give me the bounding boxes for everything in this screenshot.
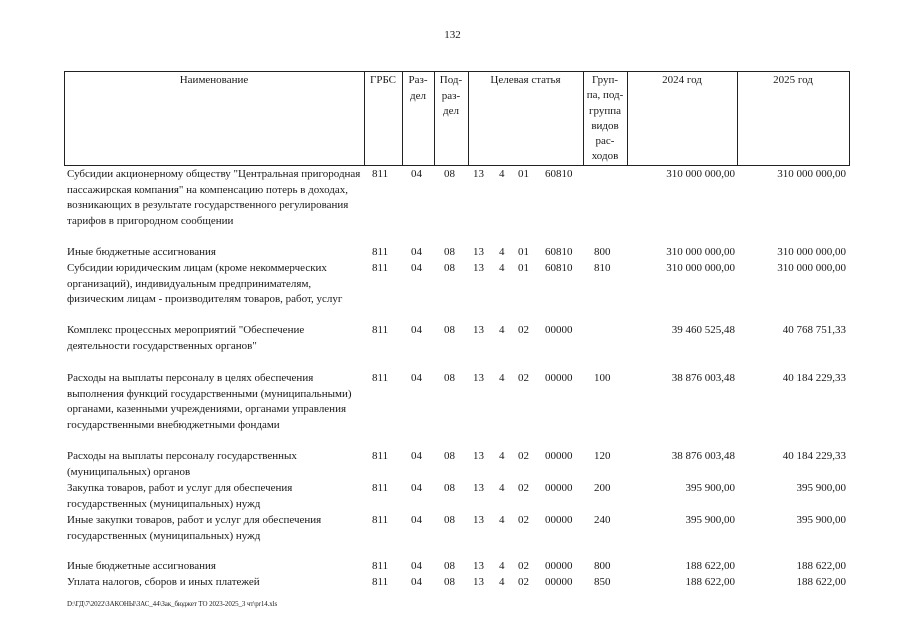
page-number: 132: [444, 29, 461, 41]
row-name: Субсидии юридическим лицам (кроме некоммерческих организаций), индивидуальным предпринимателям, физическим лицам - производителям товаров, работ, услуг: [67, 262, 343, 306]
row-target-1: 13: [473, 514, 484, 526]
row-2025: 40 184 229,33: [782, 450, 846, 462]
row-grbs: 811: [372, 372, 389, 384]
header-group: Груп- па, под- группа видов рас- ходов: [586, 74, 624, 163]
row-razdel: 04: [411, 372, 422, 384]
row-group: 100: [594, 372, 611, 384]
row-target-2: 4: [499, 262, 505, 274]
row-group: 240: [594, 514, 611, 526]
row-2024: 188 622,00: [685, 576, 735, 588]
header-name: Наименование: [179, 74, 249, 86]
row-target-1: 13: [473, 168, 484, 180]
row-podrazdel: 08: [444, 262, 455, 274]
row-target-3: 02: [518, 372, 529, 384]
row-2025: 40 184 229,33: [782, 372, 846, 384]
header-2025: 2025 год: [773, 74, 813, 86]
row-name: Расходы на выплаты персоналу государственных (муниципальных) органов: [67, 450, 297, 478]
row-target-4: 60810: [545, 262, 573, 274]
row-target-3: 02: [518, 514, 529, 526]
row-grbs: 811: [372, 514, 389, 526]
row-target-1: 13: [473, 576, 484, 588]
row-target-4: 00000: [545, 576, 573, 588]
row-grbs: 811: [372, 168, 389, 180]
file-path-footer: D:\ГД\7\2022\ЗАКОНЫ\ЗАС_44\Зак_бюджет ТО 2023-2025_3 чт\pr14.xls: [67, 600, 278, 608]
row-2024: 310 000 000,00: [666, 262, 735, 274]
row-razdel: 04: [411, 482, 422, 494]
row-podrazdel: 08: [444, 514, 455, 526]
header-target: Целевая статья: [490, 74, 561, 86]
row-2025: 310 000 000,00: [777, 246, 846, 258]
row-grbs: 811: [372, 482, 389, 494]
row-target-3: 02: [518, 482, 529, 494]
row-target-3: 01: [518, 246, 529, 258]
row-2025: 188 622,00: [796, 560, 846, 572]
row-grbs: 811: [372, 246, 389, 258]
row-razdel: 04: [411, 576, 422, 588]
row-target-2: 4: [499, 514, 505, 526]
row-target-2: 4: [499, 560, 505, 572]
row-target-4: 00000: [545, 560, 573, 572]
header-podrazdel: Под- раз- дел: [439, 74, 463, 117]
row-target-4: 00000: [545, 324, 573, 336]
row-razdel: 04: [411, 324, 422, 336]
row-podrazdel: 08: [444, 168, 455, 180]
row-target-3: 01: [518, 262, 529, 274]
row-podrazdel: 08: [444, 246, 455, 258]
row-razdel: 04: [411, 560, 422, 572]
row-group: 850: [594, 576, 611, 588]
row-group: 800: [594, 560, 611, 572]
row-razdel: 04: [411, 514, 422, 526]
row-razdel: 04: [411, 246, 422, 258]
row-name: Комплекс процессных мероприятий "Обеспечение деятельности государственных органов": [67, 324, 305, 352]
row-2024: 395 900,00: [685, 514, 735, 526]
row-target-2: 4: [499, 482, 505, 494]
row-group: 200: [594, 482, 611, 494]
row-group: 800: [594, 246, 611, 258]
row-name: Иные закупки товаров, работ и услуг для обеспечения государственных (муниципальных) нужд: [67, 514, 322, 542]
header-2024: 2024 год: [662, 74, 702, 86]
row-target-4: 00000: [545, 514, 573, 526]
row-2025: 395 900,00: [796, 514, 846, 526]
row-name: Иные бюджетные ассигнования: [67, 560, 216, 572]
row-podrazdel: 08: [444, 324, 455, 336]
row-2024: 38 876 003,48: [671, 372, 735, 384]
row-2024: 310 000 000,00: [666, 168, 735, 180]
row-grbs: 811: [372, 262, 389, 274]
row-razdel: 04: [411, 168, 422, 180]
row-target-1: 13: [473, 450, 484, 462]
row-2025: 310 000 000,00: [777, 262, 846, 274]
row-name: Уплата налогов, сборов и иных платежей: [67, 576, 260, 588]
row-target-4: 60810: [545, 246, 573, 258]
row-target-1: 13: [473, 560, 484, 572]
row-target-1: 13: [473, 324, 484, 336]
row-target-2: 4: [499, 372, 505, 384]
row-target-3: 02: [518, 450, 529, 462]
row-target-2: 4: [499, 246, 505, 258]
row-name: Закупка товаров, работ и услуг для обеспечения государственных (муниципальных) нужд: [67, 482, 293, 510]
row-target-4: 60810: [545, 168, 573, 180]
row-podrazdel: 08: [444, 560, 455, 572]
row-target-1: 13: [473, 262, 484, 274]
row-grbs: 811: [372, 450, 389, 462]
row-2025: 395 900,00: [796, 482, 846, 494]
row-2024: 38 876 003,48: [671, 450, 735, 462]
row-razdel: 04: [411, 450, 422, 462]
row-target-4: 00000: [545, 372, 573, 384]
row-grbs: 811: [372, 576, 389, 588]
row-podrazdel: 08: [444, 372, 455, 384]
row-name: Расходы на выплаты персоналу в целях обеспечения выполнения функций государственными (муниципальными) органами, казенными учреждениями, органами управления государственными внебюджетными фондами: [67, 372, 352, 431]
row-group: 120: [594, 450, 611, 462]
row-target-2: 4: [499, 168, 505, 180]
row-target-1: 13: [473, 482, 484, 494]
row-2024: 188 622,00: [685, 560, 735, 572]
row-podrazdel: 08: [444, 482, 455, 494]
row-2025: 40 768 751,33: [782, 324, 846, 336]
header-grbs: ГРБС: [369, 74, 397, 86]
row-grbs: 811: [372, 324, 389, 336]
header-razdel: Раз- дел: [408, 74, 428, 102]
row-podrazdel: 08: [444, 450, 455, 462]
row-target-3: 02: [518, 576, 529, 588]
row-grbs: 811: [372, 560, 389, 572]
row-target-2: 4: [499, 324, 505, 336]
row-target-2: 4: [499, 576, 505, 588]
row-2024: 310 000 000,00: [666, 246, 735, 258]
row-target-1: 13: [473, 372, 484, 384]
row-name: Иные бюджетные ассигнования: [67, 246, 216, 258]
row-target-3: 01: [518, 168, 529, 180]
row-group: 810: [594, 262, 611, 274]
row-target-4: 00000: [545, 450, 573, 462]
row-podrazdel: 08: [444, 576, 455, 588]
row-target-3: 02: [518, 560, 529, 572]
row-target-4: 00000: [545, 482, 573, 494]
row-name: Субсидии акционерному обществу "Центральная пригородная пассажирская компания" на компенсацию потерь в доходах, возникающих в результате государственного регулирования тарифов в пригородном сообщении: [67, 168, 361, 227]
row-2025: 310 000 000,00: [777, 168, 846, 180]
row-target-1: 13: [473, 246, 484, 258]
row-target-2: 4: [499, 450, 505, 462]
row-target-3: 02: [518, 324, 529, 336]
row-2025: 188 622,00: [796, 576, 846, 588]
row-2024: 395 900,00: [685, 482, 735, 494]
row-razdel: 04: [411, 262, 422, 274]
row-2024: 39 460 525,48: [671, 324, 735, 336]
